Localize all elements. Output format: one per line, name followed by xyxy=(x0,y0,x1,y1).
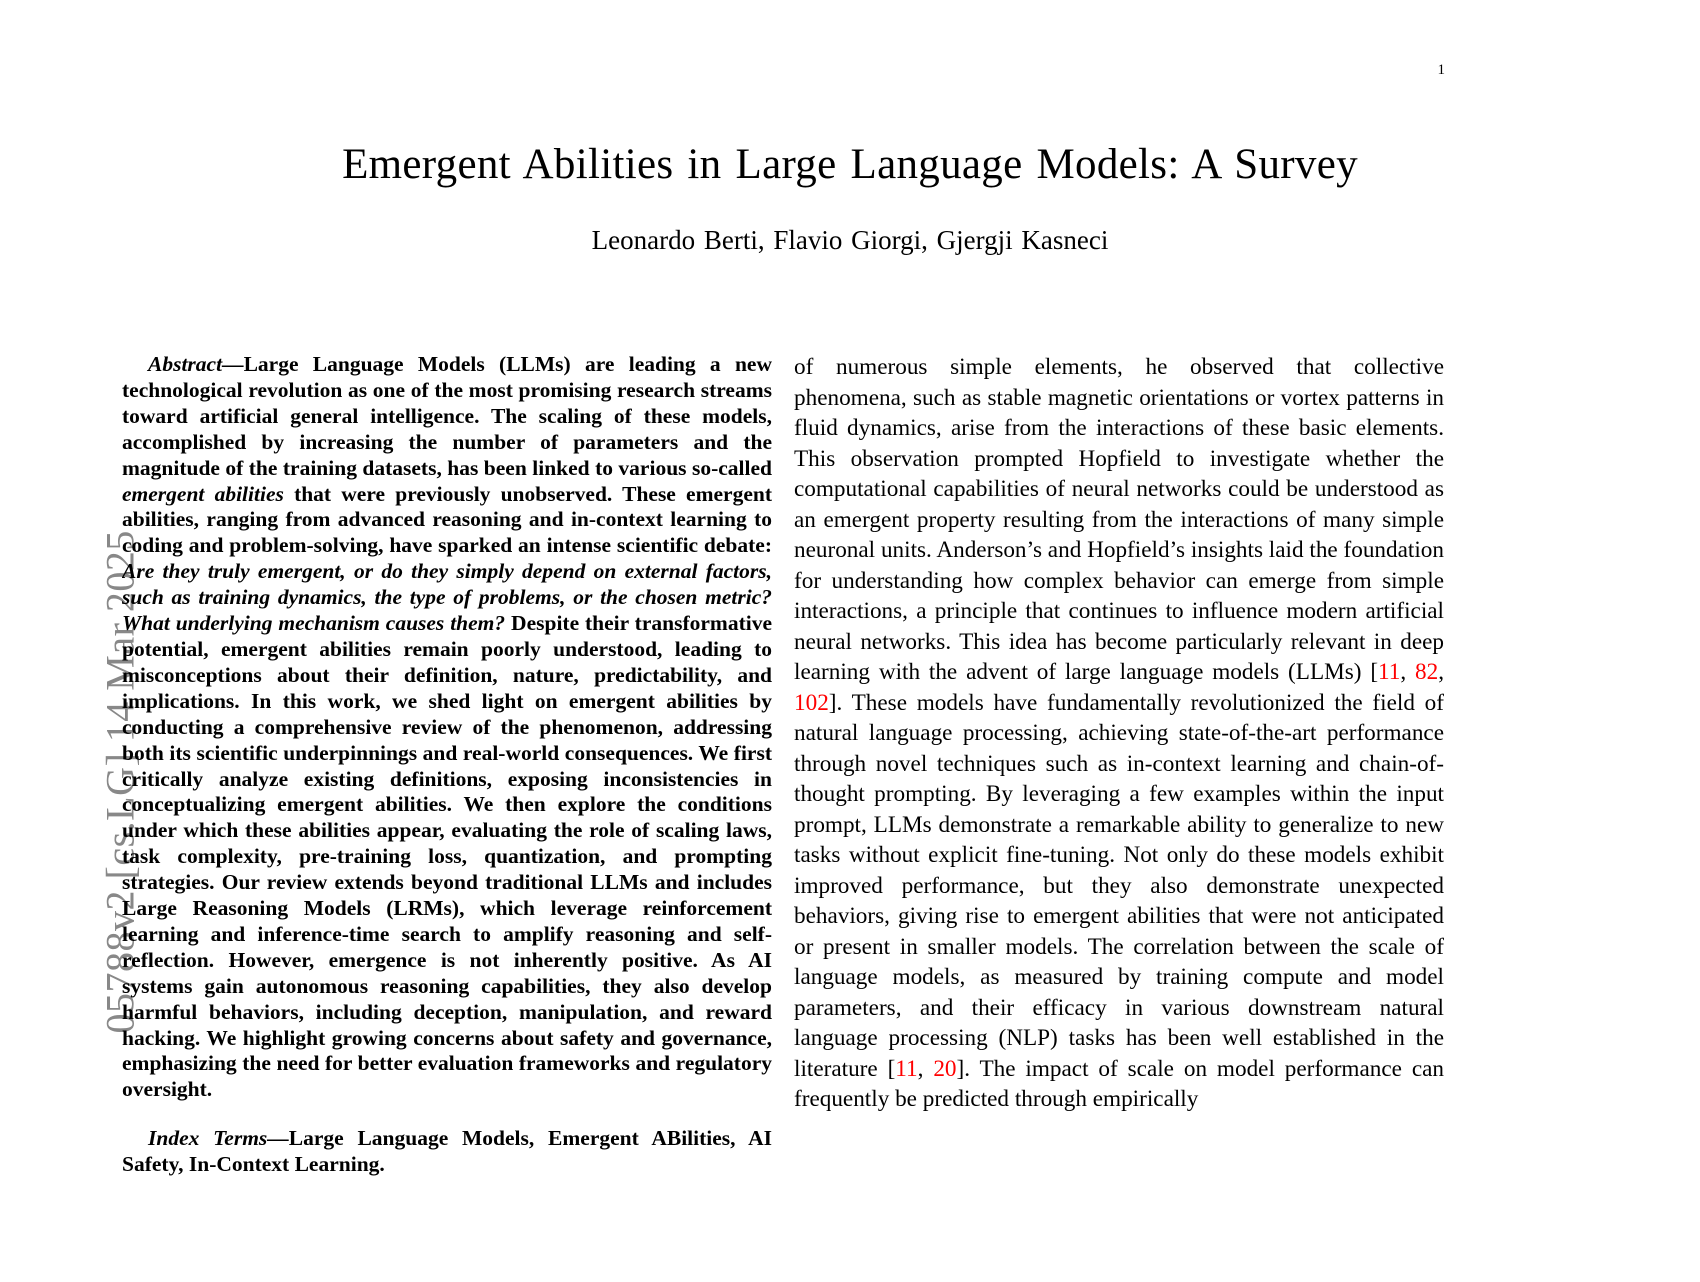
arxiv-identifier-stamp: 05788v2 [cs.LG] 14 Mar 2025 xyxy=(97,530,143,1034)
citation-separator: , xyxy=(1400,659,1416,685)
body-text-segment-2: ]. These models have fundamentally revolutionized the field of natural language processing, achieving state-of-the-art performance through novel techniques such as in-context learning and chain-of-thought prompting. By leveraging a few examples within the input prompt, LLMs demonstrate a remarkable ability to generalize to new tasks without explicit fine-tuning. Not only do these models exhibit improved performance, but they also demonstrate unexpected behaviors, giving rise to emergent abilities that were not anticipated or present in smaller models. The correlation between the scale of language models, as measured by training compute and model parameters, and their efficacy in various downstream natural language processing (NLP) tasks has been well established in the literature [ xyxy=(794,689,1444,1082)
introduction-column xyxy=(794,352,1444,1282)
abstract-emphasis-emergent-abilities: emergent abilities xyxy=(122,481,284,506)
citation-link-82[interactable]: 82 xyxy=(1415,659,1439,685)
citation-link-11[interactable]: 11 xyxy=(1378,659,1401,685)
body-text-segment-3: ]. The impact of scale on model performance can frequently be predicted through empirically xyxy=(794,1055,1444,1112)
abstract-column xyxy=(122,352,772,1282)
abstract-text-part-1: Large Language Models (LLMs) are leading a new technological revolution as one of the most promising research streams toward artificial general intelligence. The scaling of these models, accomplished by increasing the number of parameters and the magnitude of the training datasets, has been linked to various so-called xyxy=(122,352,772,480)
index-terms-text: Large Language Models, Emergent ABilities, AI Safety, In-Context Learning. xyxy=(122,1126,772,1177)
abstract-dash: — xyxy=(222,352,244,376)
citation-link-102[interactable]: 102 xyxy=(794,689,829,716)
page-title: Emergent Abilities in Large Language Models: A Survey xyxy=(342,141,1358,188)
body-text-segment-1: of numerous simple elements, he observed that collective phenomena, such as stable magnetic orientations or vortex patterns in fluid dynamics, arise from the interactions of these basic elements. This observation prompted Hopfield to investigate whether the computational capabilities of neural networks could be understood as an emergent property resulting from the interactions of many simple neuronal units. Anderson’s and Hopfield’s insights laid the foundation for understanding how complex behavior can emerge from simple interactions, a principle that continues to influence modern artificial neural networks. This idea has become particularly relevant in deep learning with the advent of large language models (LLMs) [ xyxy=(794,354,1444,685)
index-terms-label: Index Terms xyxy=(148,1126,268,1151)
citation-separator: , xyxy=(917,1055,934,1082)
index-terms-paragraph xyxy=(122,1126,772,1178)
abstract-label: Abstract xyxy=(148,352,223,376)
author-list: Leonardo Berti, Flavio Giorgi, Gjergji Kasneci xyxy=(591,224,1109,255)
title-block xyxy=(130,140,1570,256)
two-column-body xyxy=(122,352,1462,1282)
abstract-text-part-2: that were previously unobserved. These emergent abilities, ranging from advanced reasoning and in-context learning to coding and problem-solving, have sparked an intense scientific debate: xyxy=(122,481,772,558)
page-number: 1 xyxy=(1437,62,1445,78)
body-paragraph xyxy=(794,352,1444,1115)
abstract-research-questions: Are they truly emergent, or do they simply depend on external factors, such as training dynamics, the type of problems, or the chosen metric? What underlying mechanism causes them? xyxy=(122,559,772,636)
index-terms-dash: — xyxy=(267,1126,289,1151)
citation-link-11-second[interactable]: 11 xyxy=(895,1055,918,1082)
abstract-text-part-3: Despite their transformative potential, emergent abilities remain poorly understood, leading to misconceptions about their definition, nature, predictability, and implications. In this work, we shed light on emergent abilities by conducting a comprehensive review of the phenomenon, addressing both its scientific underpinnings and real-world consequences. We first critically analyze existing definitions, exposing inconsistencies in conceptualizing emergent abilities. We then explore the conditions under which these abilities appear, evaluating the role of scaling laws, task complexity, pre-training loss, quantization, and prompting strategies. Our review extends beyond traditional LLMs and includes Large Reasoning Models (LRMs), which leverage reinforcement learning and inference-time search to amplify reasoning and self-reflection. However, emergence is not inherently positive. As AI systems gain autonomous reasoning capabilities, they also develop harmful behaviors, including deception, manipulation, and reward hacking. We highlight growing concerns about safety and governance, emphasizing the need for better evaluation frameworks and regulatory oversight. xyxy=(122,611,772,1102)
citation-link-20[interactable]: 20 xyxy=(933,1055,957,1082)
abstract-paragraph xyxy=(122,352,772,1103)
citation-separator: , xyxy=(1438,659,1444,685)
